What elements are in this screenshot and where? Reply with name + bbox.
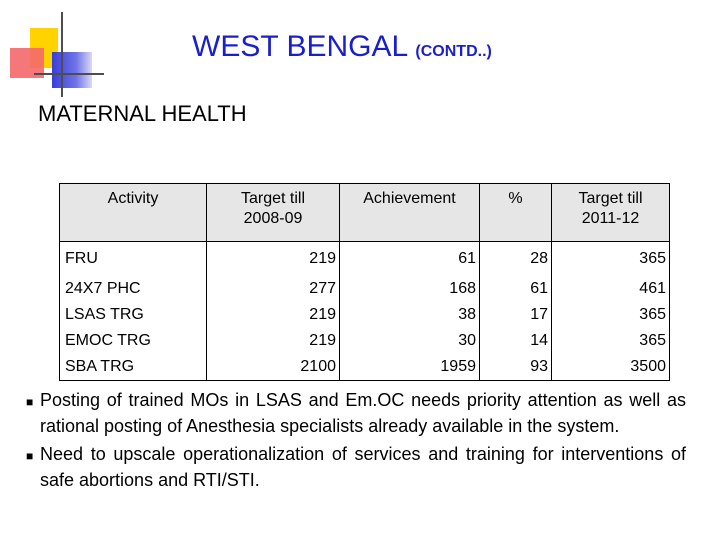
- cell-target-1112: 3500: [552, 354, 670, 381]
- page-title-main: WEST BENGAL: [192, 30, 408, 63]
- cell-achievement: 168: [340, 276, 480, 302]
- cell-percent: 14: [480, 328, 552, 354]
- section-title: MATERNAL HEALTH: [38, 101, 247, 126]
- table-row: [60, 242, 670, 277]
- list-item: [26, 442, 686, 492]
- cell-target-0809: 219: [207, 302, 340, 328]
- cell-target-0809: 219: [207, 328, 340, 354]
- cell-achievement: 61: [340, 242, 480, 277]
- table-row: [60, 328, 670, 354]
- cell-achievement: 30: [340, 328, 480, 354]
- cell-target-0809: 219: [207, 242, 340, 277]
- column-header-target-1112: Target till 2011-12: [552, 184, 670, 242]
- cell-achievement: 1959: [340, 354, 480, 381]
- cell-target-1112: 461: [552, 276, 670, 302]
- logo-vertical-line: [61, 12, 63, 97]
- notes-list: [26, 388, 686, 496]
- column-header-achievement: Achievement: [340, 184, 480, 242]
- table-row: [60, 276, 670, 302]
- logo-horizontal-line: [34, 73, 104, 75]
- table-row: [60, 302, 670, 328]
- table-row: [60, 354, 670, 381]
- column-header-percent: %: [480, 184, 552, 242]
- page-title: [192, 30, 492, 64]
- cell-activity: 24X7 PHC: [60, 276, 207, 302]
- cell-target-1112: 365: [552, 328, 670, 354]
- maternal-health-table: [59, 183, 670, 381]
- cell-percent: 28: [480, 242, 552, 277]
- cell-activity: LSAS TRG: [60, 302, 207, 328]
- cell-activity: EMOC TRG: [60, 328, 207, 354]
- square-bullet-icon: ■: [26, 395, 34, 409]
- cell-achievement: 38: [340, 302, 480, 328]
- decorative-logo: [0, 0, 110, 100]
- column-header-activity: Activity: [60, 184, 207, 242]
- cell-target-0809: 2100: [207, 354, 340, 381]
- cell-percent: 17: [480, 302, 552, 328]
- cell-percent: 93: [480, 354, 552, 381]
- column-header-target-0809: Target till 2008-09: [207, 184, 340, 242]
- cell-target-1112: 365: [552, 302, 670, 328]
- list-item: [26, 388, 686, 438]
- logo-blue-square: [52, 52, 92, 88]
- page-title-suffix: (CONTD..): [415, 43, 492, 60]
- cell-target-1112: 365: [552, 242, 670, 277]
- square-bullet-icon: ■: [26, 449, 34, 463]
- cell-activity: SBA TRG: [60, 354, 207, 381]
- cell-target-0809: 277: [207, 276, 340, 302]
- note-text: Need to upscale operationalization of services and training for interventions of safe abortions and RTI/STI.: [40, 444, 686, 490]
- cell-percent: 61: [480, 276, 552, 302]
- table-header-row: [60, 184, 670, 242]
- cell-activity: FRU: [60, 242, 207, 277]
- note-text: Posting of trained MOs in LSAS and Em.OC needs priority attention as well as rational posting of Anesthesia specialists already available in the system.: [40, 390, 686, 436]
